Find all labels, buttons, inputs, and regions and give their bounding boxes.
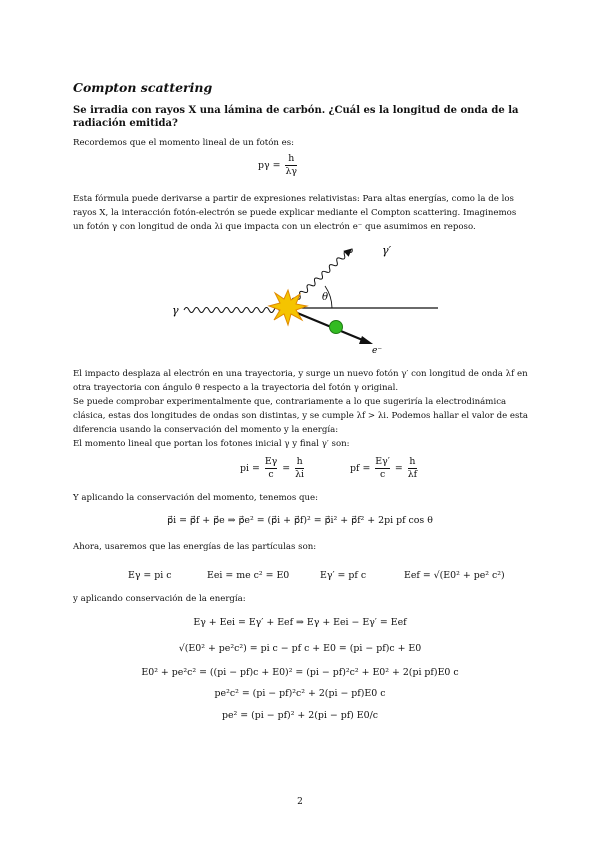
energy-photon-final: Eγ′ = pf c bbox=[320, 570, 367, 581]
electron-trajectory bbox=[290, 310, 365, 341]
equation-momentum-conservation: p⃗i = p⃗f + p⃗e ⇒ p⃗e² = (p⃗i + p⃗f)² = p⃗i² + p⃗f² + 2pi pf cos θ bbox=[167, 515, 433, 526]
equation-pf bbox=[350, 456, 419, 481]
paragraph-4: Se puede comprobar experimentalmente que, contrariamente a lo que sugeriría la electrodinámica clásica, estas dos longitudes de ondas son distintas, y se cumple λf > λi. Podemos hallar el valor de esta diferencia usando la conservación del momento y la energía: bbox=[73, 397, 528, 435]
paragraph-2: Esta fórmula puede derivarse a partir de expresiones relativistas: Para altas energías, como la de los rayos X, la interacción fotón-electrón se puede explicar mediante el Compton scattering. Imaginemos un fotón γ con longitud de onda λi que impacta con un electrón e⁻ que asumimos en reposo. bbox=[73, 194, 517, 232]
label-gamma-prime: γ′ bbox=[382, 244, 392, 257]
scattered-photon-arrowhead bbox=[343, 245, 354, 256]
equation-energy-line-3: E0² + pe²c² = ((pi − pf)c + E0)² = (pi − pf)²c² + E0² + 2(pi pf)E0 c bbox=[141, 667, 459, 678]
equation-photon-momentum bbox=[258, 153, 299, 178]
equation-energy-line-5: pe² = (pi − pf)² + 2(pi − pf) E0/c bbox=[221, 710, 379, 721]
label-electron: e⁻ bbox=[372, 346, 383, 356]
eq-pf-num2: h bbox=[409, 456, 416, 467]
eq-pi-frac1 bbox=[265, 456, 277, 481]
paragraph-1: Recordemos que el momento lineal de un fotón es: bbox=[73, 138, 295, 148]
collision-burst-icon bbox=[269, 290, 307, 325]
energy-electron-initial: Eei = me c² = E0 bbox=[207, 570, 290, 581]
paragraph-7: Ahora, usaremos que las energías de las partículas son: bbox=[73, 542, 317, 552]
paragraph-3: El impacto desplaza al electrón en una trayectoria, y surge un nuevo fotón γ′ con longitud de onda λf en otra trayectoria con ángulo θ respecto a la trayectoria del fotón γ original. bbox=[73, 369, 528, 393]
eq-pi-num2: h bbox=[296, 456, 303, 467]
paragraph-6: Y aplicando la conservación del momento, tenemos que: bbox=[73, 493, 319, 503]
equation-energy-line-4: pe²c² = (pi − pf)²c² + 2(pi − pf)E0 c bbox=[214, 688, 386, 699]
eq-pf-den1: c bbox=[375, 468, 390, 481]
eq-den: λγ bbox=[285, 166, 297, 177]
eq-num: h bbox=[288, 153, 295, 164]
section-title: Compton scattering bbox=[73, 80, 213, 95]
eq-lhs: pγ = bbox=[258, 160, 281, 171]
eq-pf-den2: λf bbox=[407, 469, 418, 480]
eq-pi-frac2 bbox=[295, 456, 304, 481]
eq-pi-lhs: pi = bbox=[240, 463, 260, 474]
eq-pf-lhs: pf = bbox=[350, 463, 371, 474]
eq-pf-frac2 bbox=[408, 456, 417, 481]
eq-pi-num1: Eγ bbox=[264, 456, 278, 467]
paragraph-5: El momento lineal que portan los fotones inicial γ y final γ′ son: bbox=[73, 439, 350, 449]
electron-sphere-icon bbox=[330, 321, 343, 334]
paragraph-8: y aplicando conservación de la energía: bbox=[73, 594, 246, 604]
label-gamma: γ bbox=[172, 304, 179, 317]
eq-fraction bbox=[285, 153, 297, 178]
equation-energy-line-2: √(E0² + pe²c²) = pi c − pf c + E0 = (pi − pf)c + E0 bbox=[178, 643, 422, 654]
eq-pf-mid: = bbox=[394, 463, 403, 474]
page-number: 2 bbox=[297, 797, 303, 807]
energy-photon-initial: Eγ = pi c bbox=[128, 570, 172, 581]
electron-arrowhead bbox=[359, 336, 373, 344]
energy-electron-final: Eef = √(E0² + pe² c²) bbox=[404, 570, 505, 581]
equation-pi bbox=[240, 456, 306, 481]
eq-pf-num1: Eγ′ bbox=[375, 456, 390, 467]
question-text: Se irradia con rayos X una lámina de carbón. ¿Cuál es la longitud de onda de la radiación emitida? bbox=[73, 105, 519, 129]
eq-pi-den2: λi bbox=[295, 469, 305, 480]
equation-energy-line-1: Eγ + Eei = Eγ′ + Eef ⇒ Eγ + Eei − Eγ′ = Eef bbox=[193, 617, 407, 628]
compton-diagram bbox=[160, 238, 460, 364]
label-theta: θ bbox=[322, 292, 329, 303]
eq-pi-den1: c bbox=[265, 468, 277, 481]
eq-pf-frac1 bbox=[375, 456, 390, 481]
eq-pi-mid: = bbox=[282, 463, 291, 474]
